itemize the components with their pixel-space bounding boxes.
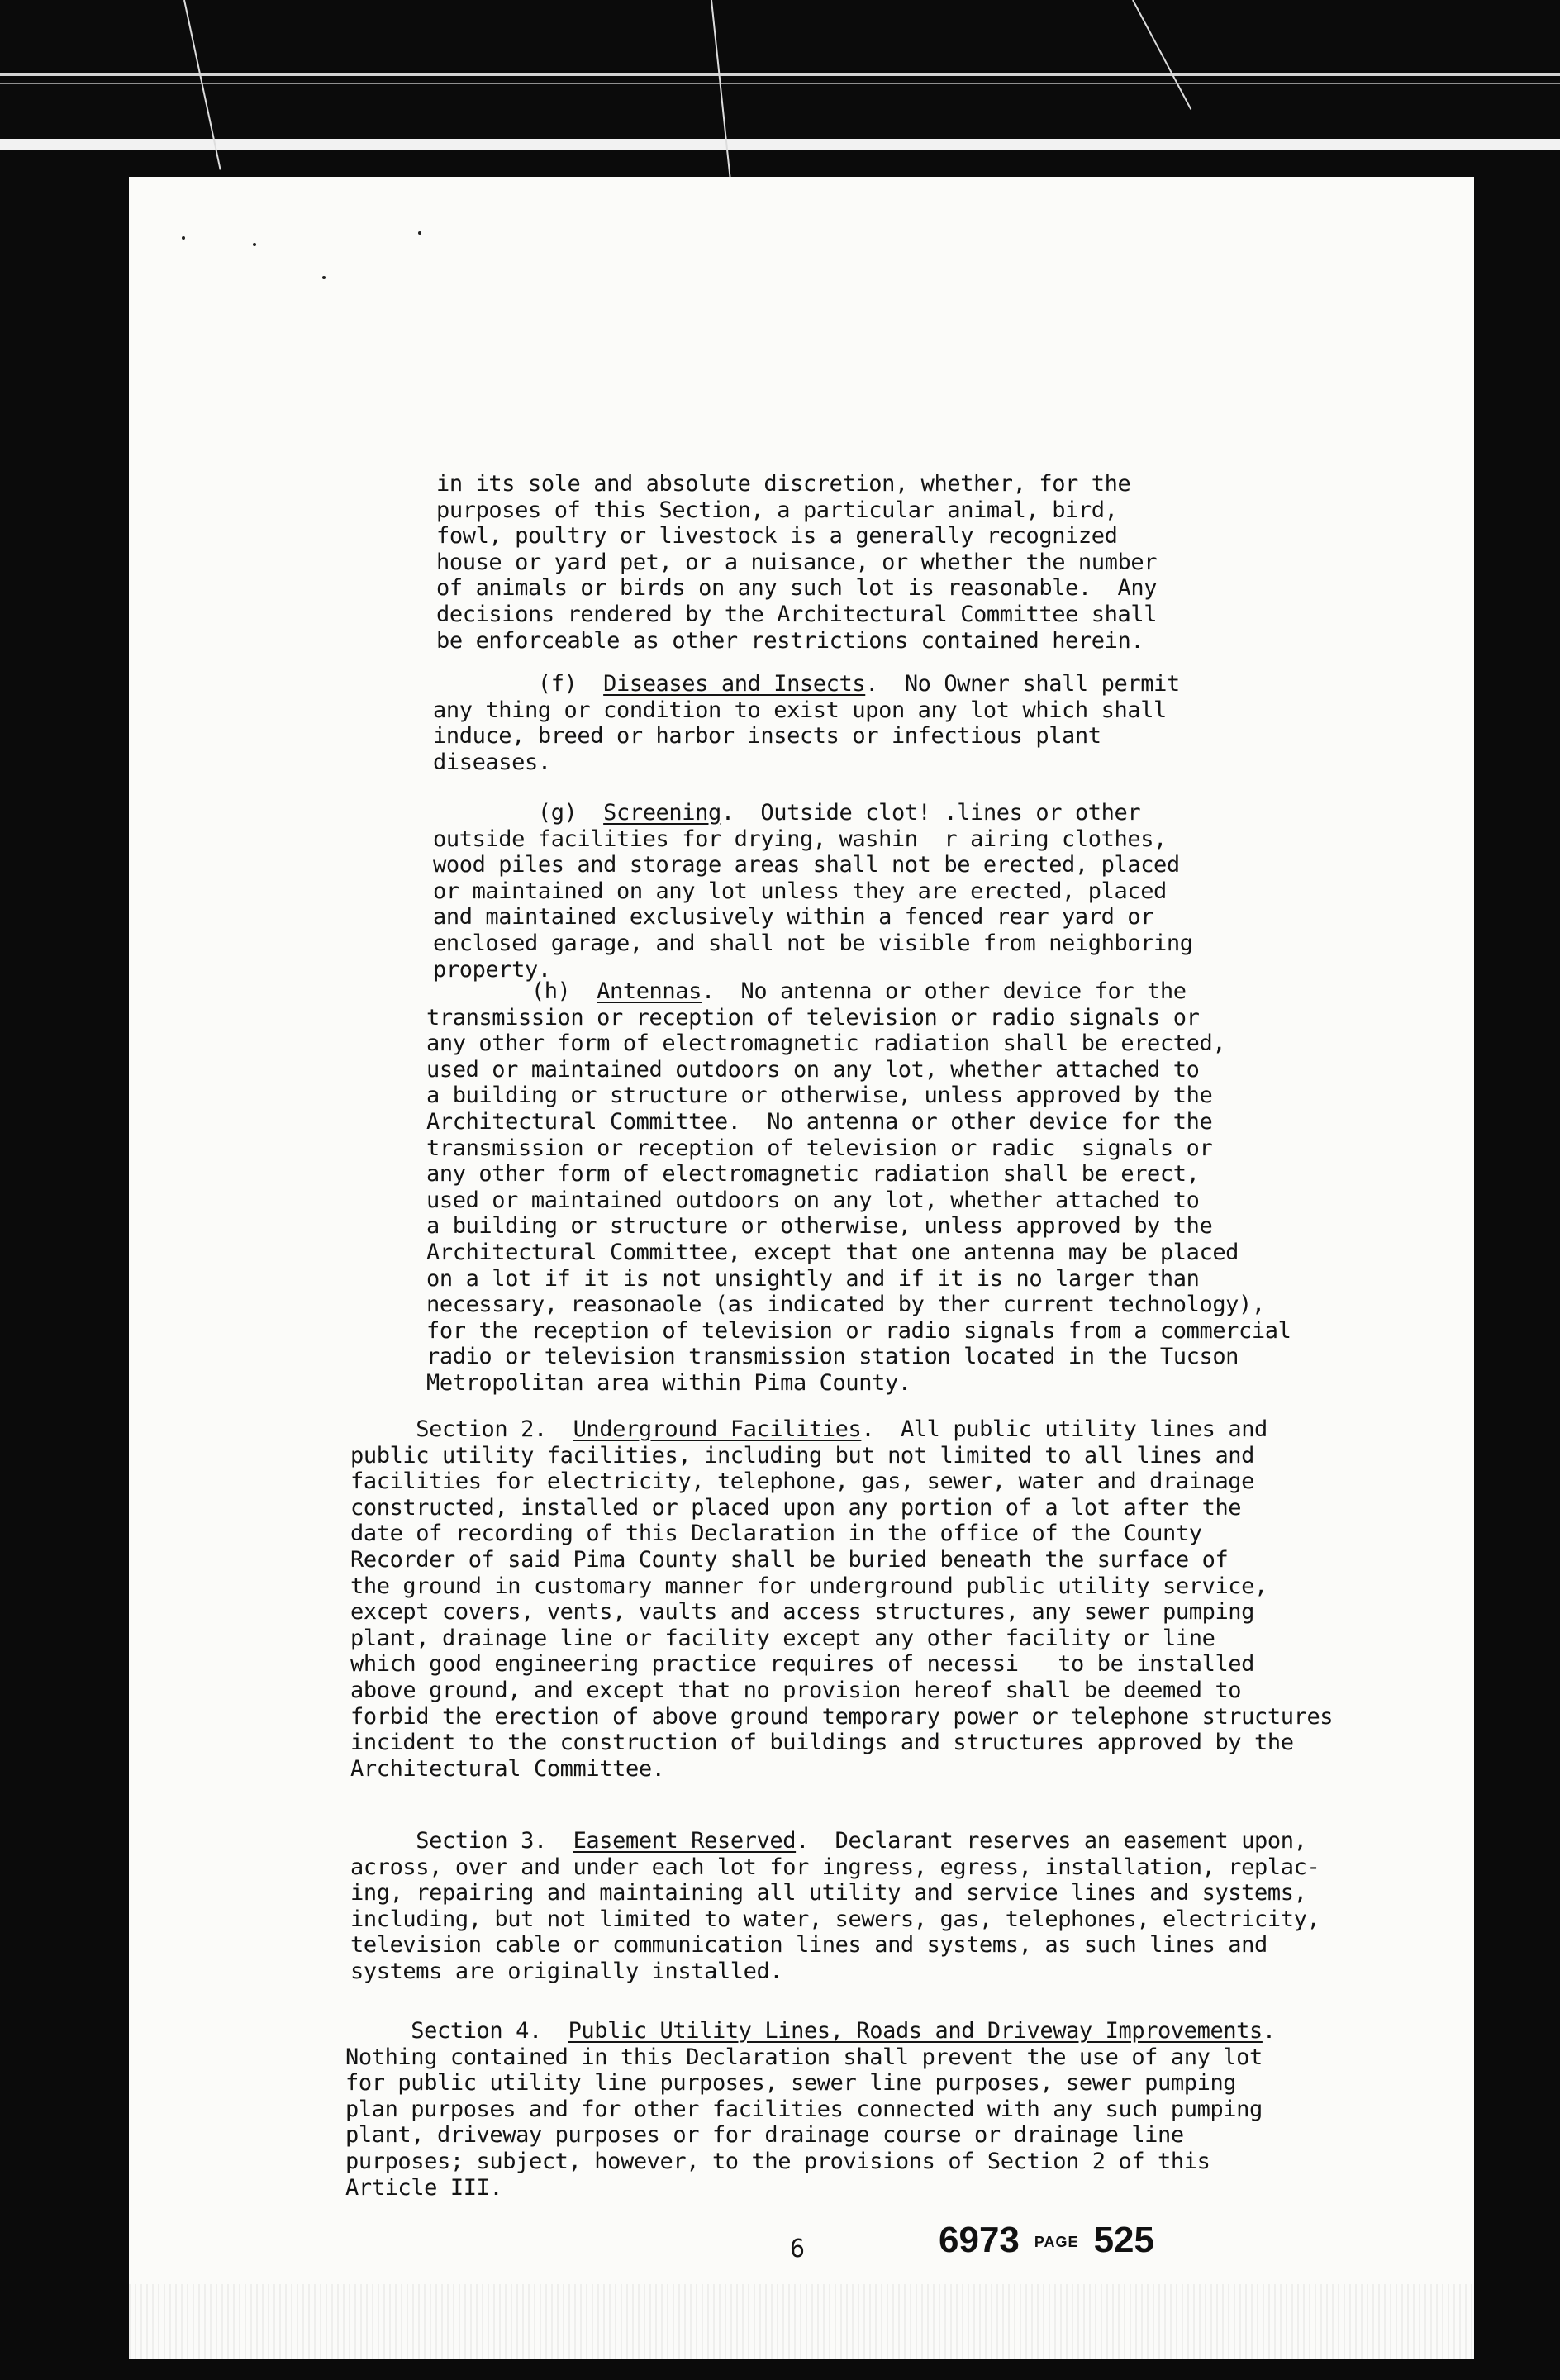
text-line: fowl, poultry or livestock is a generally recognized [436,523,1118,550]
text-line: Recorder of said Pima County shall be buried beneath the surface of [350,1546,1229,1573]
paragraph-antennas [426,978,1291,1397]
text-line: radio or television transmission station located in the Tucson [426,1344,1239,1370]
text-line: decisions rendered by the Architectural Committee shall [436,601,1158,627]
scan-speck [182,236,185,240]
text-line: purposes; subject, however, to the provisions of Section 2 of this [345,2148,1210,2174]
text-line: purposes of this Section, a particular animal, bird, [436,497,1118,523]
text-line: for the reception of television or radio signals from a commercial [426,1317,1291,1344]
clause-heading: Diseases and Insects [603,671,866,697]
text-line: . All public utility lines and [861,1416,1268,1442]
page-label: PAGE [1034,2234,1079,2250]
text-line: Architectural Committee. No antenna or other device for the [426,1108,1213,1135]
clause-label: (h) [530,978,571,1004]
text-line: on a lot if it is not unsightly and if it is no larger than [426,1265,1200,1292]
text-line: date of recording of this Declaration in the office of the County [350,1521,1202,1547]
text-line: ing, repairing and maintaining all utility and service lines and systems, [350,1880,1307,1906]
scan-speck [418,231,421,235]
text-line: or maintained on any lot unless they are erected, placed [433,878,1167,904]
book-page-stamp [939,2220,1154,2261]
paragraph-section-3 [350,1828,1320,1985]
text-line: of animals or birds on any such lot is reasonable. Any [436,575,1158,602]
paragraph-section-2 [350,1416,1333,1782]
text-line: except covers, vents, vaults and access structures, any sewer pumping [350,1599,1255,1626]
text-line: television cable or communication lines and systems, as such lines and [350,1932,1268,1959]
text-line: plan purposes and for other facilities connected with any such pumping [345,2096,1263,2122]
text-line: property. [433,956,551,983]
text-line: which good engineering practice requires of necessi to be installed [350,1651,1255,1678]
text-line: Article III. [345,2174,503,2201]
text-line: including, but not limited to water, sewers, gas, telephones, electricity, [350,1906,1320,1932]
text-line: outside facilities for drying, washin r airing clothes, [433,826,1167,852]
text-line: . No Owner shall permit [865,671,1180,697]
text-line: a building or structure or otherwise, unless approved by the [426,1213,1213,1240]
paragraph-section-4 [345,2018,1276,2201]
paragraph-diseases-and-insects [433,671,1180,775]
text-line: enclosed garage, and shall not be visible from neighboring [433,930,1193,956]
text-line: Architectural Committee. [350,1755,665,1782]
clause-label: (f) [537,671,578,697]
text-line: . [1262,2018,1276,2044]
scan-noise [129,2284,1474,2359]
text-line: across, over and under each lot for ingress, egress, installation, replac- [350,1854,1320,1880]
scan-artifact-line [711,0,731,181]
scan-speck [322,276,326,279]
text-line: incident to the construction of buildings and structures approved by the [350,1730,1294,1756]
page-number: 6 [790,2235,806,2263]
text-line: necessary, reasonaole (as indicated by ther current technology), [426,1292,1265,1318]
text-line: used or maintained outdoors on any lot, whether attached to [426,1056,1200,1083]
section-label: Section 3. [416,1828,547,1854]
text-line: for public utility line purposes, sewer line purposes, sewer pumping [345,2070,1237,2097]
scan-speck [253,243,256,246]
text-line: Architectural Committee, except that one antenna may be placed [426,1239,1239,1265]
text-line: and maintained exclusively within a fenced rear yard or [433,904,1154,931]
scan-artifact-band [0,83,1560,84]
text-line: Nothing contained in this Declaration shall prevent the use of any lot [345,2044,1263,2070]
recorded-page-number: 525 [1093,2220,1154,2260]
text-line: systems are originally installed. [350,1958,783,1984]
clause-label: (g) [537,800,578,826]
text-line: Metropolitan area within Pima County. [426,1369,911,1396]
text-line: above ground, and except that no provision hereof shall be deemed to [350,1677,1242,1703]
text-line: be enforceable as other restrictions contained herein. [436,627,1144,654]
text-line: the ground in customary manner for underground public utility service, [350,1573,1268,1599]
text-line: plant, driveway purposes or for drainage course or drainage line [345,2122,1184,2149]
text-line: transmission or reception of television or radio signals or [426,1004,1200,1031]
text-line: . No antenna or other device for the [701,978,1187,1004]
text-line: diseases. [433,749,551,775]
text-line: induce, breed or harbor insects or infectious plant [433,723,1101,750]
text-line: forbid the erection of above ground temporary power or telephone structures [350,1703,1334,1730]
text-line: any other form of electromagnetic radiation shall be erected, [426,1031,1226,1057]
section-label: Section 2. [416,1416,547,1442]
section-heading: Underground Facilities [573,1416,862,1442]
paragraph-animals-continued [436,471,1157,654]
text-line: any thing or condition to exist upon any lot which shall [433,697,1167,723]
text-line: wood piles and storage areas shall not be erected, placed [433,852,1180,878]
text-line: in its sole and absolute discretion, whether, for the [436,471,1131,497]
scan-artifact-band [0,139,1560,150]
text-line: used or maintained outdoors on any lot, whether attached to [426,1187,1200,1213]
text-line: transmission or reception of television or radic signals or [426,1135,1213,1161]
text-line: any other form of electromagnetic radiation shall be erect, [426,1161,1200,1188]
text-line: plant, drainage line or facility except any other facility or line [350,1625,1215,1651]
paragraph-screening [433,800,1193,983]
book-number: 6973 [939,2220,1020,2260]
clause-heading: Antennas [597,978,702,1004]
section-heading: Public Utility Lines, Roads and Driveway Improvements [568,2018,1263,2044]
text-line: a building or structure or otherwise, unless approved by the [426,1083,1213,1109]
text-line: . Declarant reserves an easement upon, [796,1828,1307,1854]
clause-heading: Screening [603,800,721,826]
text-line: public utility facilities, including but not limited to all lines and [350,1442,1255,1468]
section-heading: Easement Reserved [573,1828,797,1854]
text-line: constructed, installed or placed upon any portion of a lot after the [350,1494,1242,1521]
scan-artifact-band [0,73,1560,76]
text-line: . Outside clot! .lines or other [721,800,1141,826]
text-line: house or yard pet, or a nuisance, or whether the number [436,549,1158,575]
scan-artifact-line [1132,0,1191,110]
document-page [129,177,1474,2359]
section-label: Section 4. [411,2018,542,2044]
text-line: facilities for electricity, telephone, gas, sewer, water and drainage [350,1468,1255,1495]
